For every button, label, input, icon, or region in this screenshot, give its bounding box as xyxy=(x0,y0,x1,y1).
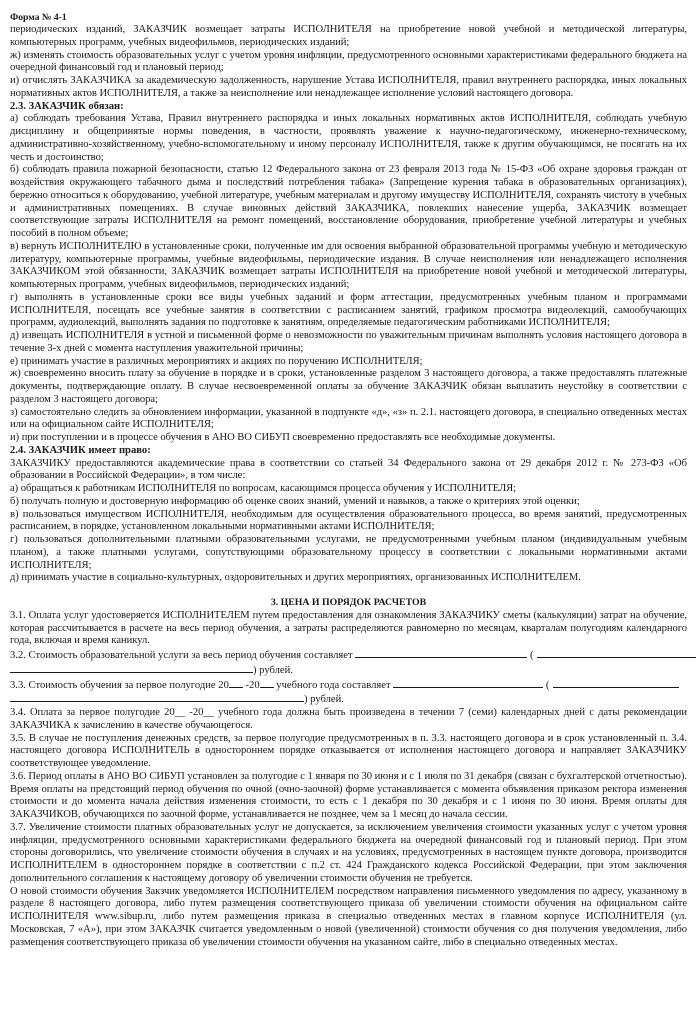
year-start-blank-field[interactable] xyxy=(229,678,243,688)
amount-blank-field[interactable] xyxy=(355,648,527,658)
section-2-3-item-g: г) выполнять в установленные сроки все виды учебных заданий и форм аттестации, предусмотренных учебным планом и программами ИСПОЛНИТЕЛЯ, посещать все учебные занятия в соответствии с расписанием занятий, графиком просмотра видеолекций, самообучающих программ, аудиолекций, выполнять задания по подготовке к занятиям, определяемые педагогическим работниками ИСПОЛНИТЕЛЯ; xyxy=(10,291,687,329)
section-2-3-item-a: а) соблюдать требования Устава, Правил внутреннего распорядка и иных локальных нормативных актов ИСПОЛНИТЕЛЯ, соблюдать учебную дисциплину и общепринятые нормы поведения, в частности, проявлять уважение к научно-педагогическому, инженерно-техническому, административно-хозяйственному, учебно-вспомогательному и иному персоналу ИСПОЛНИТЕЛЯ, также к другим обучающимся, не посягать на их честь и достоинство; xyxy=(10,113,687,163)
paragraph-item-i: и) отчислять ЗАКАЗЧИКА за академическую задолженность, нарушение Устава ИСПОЛНИТЕЛЯ, правил внутреннего распорядка, иных локальных нормативных актов ИСПОЛНИТЕЛЯ, а также за неисполнение или ненадлежащее исполнение условий настоящего договора. xyxy=(10,75,687,99)
section-2-3-item-d: д) извещать ИСПОЛНИТЕЛЯ в устной и письменной форме о невозможности по уважительным причинам выполнять условия настоящего договора в течение 3-х дней с момента наступления уважительной причины; xyxy=(10,330,687,354)
open-paren: ( xyxy=(545,679,550,691)
clause-3-1: 3.1. Оплата услуг удостоверяется ИСПОЛНИТЕЛЕМ путем предоставления для ознакомления ЗАКАЗЧИКУ сметы (калькуляции) затрат на обучение, которая рассчитывается в расчете на весь период обучения, а затраты распределяются равномерно по месяцам, кварталам полугодиям календарного года, включая и время каникул. xyxy=(10,609,687,647)
rubles-suffix: ) рублей. xyxy=(304,694,344,706)
year-end-blank-field[interactable] xyxy=(260,678,274,688)
section-2-3-item-z: з) самостоятельно следить за обновлением информации, указанной в подпункте «д», «з» п. 2.1. настоящего договора, в специально отведенных местах или на официальном сайте ИСПОЛНИТЕЛЯ; xyxy=(10,406,687,431)
rubles-suffix: ) рублей. xyxy=(253,664,293,676)
section-2-3-item-i: и) при поступлении и в процессе обучения в АНО ВО СИБУП своевременно предоставлять все необходимые документы. xyxy=(10,432,556,443)
clause-3-7-notice: О новой стоимости обучения Закзчик уведомляется ИСПОЛНИТЕЛЕМ посредством направления письменного уведомления по адресу, указанному в разделе 8 настоящего договора, либо путем размещения соответствующего приказа об увеличении стоимости обучения на официальном сайте ИСПОЛНИТЕЛЯ www.sibup.ru, либо путем размещения приказа в специалью отведенных местах в главном корпусе ИСПОЛНИТЕЛЯ (ул. Московская, 7 «А»), при этом ЗАКАЗЧК считается уведомленным о новой (увеличенной) стоимости обучения со дня получения уведомления, либо размещения соответствующего приказа об увеличении стоимости обучения на указанном сайте, либо в специально отведенных местах. xyxy=(10,885,687,948)
clause-3-6: 3.6. Период оплаты в АНО ВО СИБУП установлен за полугодие с 1 января по 30 июня и с 1 июля по 31 декабря (связан с бухгалтерской отчетностью). Время оплаты на предстоящий период обучения по очной (очно-заочной) форме устанавливается с момента объявления приказом ректора изменения стоимости и до момента начала действия изменения стоимости, то есть с 1 декабря по 30 декабря и с 1 июня по 30 июня. Время оплаты для ЗАКАЗЧИКОВ, обучающихся по заочной форме, устанавливается не позднее, чем за 1 месяц до начала сессии. xyxy=(10,770,687,820)
section-3 xyxy=(10,597,687,949)
open-paren: ( xyxy=(529,650,534,661)
section-2-4-intro: ЗАКАЗЧИКУ предоставляются академические права в соответствии со статьей 34 Федерального закона от 29 декабря 2012 г. № 273-ФЗ «Об образовании в Российской Федерации», в том числе: xyxy=(10,457,687,482)
clause-3-5: 3.5. В случае не поступления денежных средств, за первое полугодие предусмотренных в п. 3.3. настоящего договора и в срок установленный п. 3.4. настоящего договора ИСПОЛНИТЕЛЬ в одностороннем порядке отказывается от исполнения настоящего договора и направляет ЗАКАЗЧИКУ соответствующее уведомление. xyxy=(10,732,687,769)
year-separator: -20 xyxy=(242,679,260,691)
form-number-label: Форма № 4-1 xyxy=(10,12,67,23)
amount-words-blank-field-cont[interactable] xyxy=(10,663,253,673)
section-2-4-heading: 2.4. ЗАКАЗЧИК имеет право: xyxy=(10,444,151,456)
clause-3-4: 3.4. Оплата за первое полугодие 20__ -20__ учебного года должна быть произведена в течении 7 (семи) календарных дней с даты рекомендации ЗАКАЗЧИКА к зачислению в качестве обучающегося. xyxy=(10,707,687,731)
section-2-3-item-zh: ж) своевременно вносить плату за обучение в порядке и в сроки, установленные разделом 3 настоящего договора, а также предоставлять платежные документы, подтверждающие оплату. В случае несвоевременной оплаты за обучение ЗАКАЗЧИК обязан выплатить неустойку в соответствии с разделом 3 настоящего договора; xyxy=(10,368,687,405)
section-2-4-item-g: г) пользоваться дополнительными платными образовательными услугами, не предусмотренными учебным планом (индивидуальным учебным планом), а также платными услугами, сопутствующими образовательному процессу в соответствии с локальными нормативными актами ИСПОЛНИТЕЛЯ; xyxy=(10,534,687,571)
clause-3-3-text-mid: учебного года составляет xyxy=(273,679,391,691)
amount-words-blank-field[interactable] xyxy=(537,648,696,658)
semester-amount-blank-field[interactable] xyxy=(393,678,543,688)
section-2-3-item-v: в) вернуть ИСПОЛНИТЕЛЮ в установленные сроки, полученные им для освоения выбранной образовательной программы учебную и методическую литературу, компьютерные программы, учебные видеофильмы, периодические издания. В случае неисполнения или ненадлежащего исполнения ЗАКАЗЧИКОМ этой обязанности, ЗАКАЗЧИК возмещает затраты ИСПОЛНИТЕЛЯ на приобретение новой учебной и методической литературы, компьютерных программ, учебных видеофильмов, периодических изданий; xyxy=(10,240,687,290)
semester-amount-words-blank-field[interactable] xyxy=(553,678,679,688)
section-2-3-item-e: е) принимать участие в различных мероприятиях и акциях по поручению ИСПОЛНИТЕЛЯ; xyxy=(10,355,423,367)
section-3-title: 3. ЦЕНА И ПОРЯДОК РАСЧЕТОВ xyxy=(270,597,427,608)
section-2-3 xyxy=(10,101,687,445)
section-2-3-item-b: б) соблюдать правила пожарной безопасности, статью 12 Федерального закона от 23 февраля 2013 года № 15-ФЗ «Об охране здоровья граждан от воздействия окружающего табачного дыма и последствий потребления табака» (Запрещение курения табака в образовательных организациях), бережно относиться к оборудованию, учебной литературе, учебным материалам и другому имуществу ИСПОЛНИТЕЛЯ, сохранять чистоту в учебных и административных помещениях. В случае виновных действий ЗАКАЗЧИКА, повлекших нанесение ущерба, ЗАКАЗЧИК возмещает соответствующие затраты ИСПОЛНИТЕЛЯ на ремонт помещений, восстановление оборудования, приобретение учебной литературы и учебных пособий в полном объеме; xyxy=(10,164,687,239)
clause-3-2 xyxy=(10,648,687,678)
section-2-4-item-d: д) принимать участие в социально-культурных, оздоровительных и других мероприятиях, организованных ИСПОЛНИТЕЛЕМ. xyxy=(10,572,581,584)
semester-amount-words-blank-field-cont[interactable] xyxy=(10,692,304,702)
section-2-4-item-b: б) получать полную и достоверную информацию об оценке своих знаний, умений и навыков, а также о критериях этой оценки; xyxy=(10,495,580,507)
section-2-4-item-v: в) пользоваться имуществом ИСПОЛНИТЕЛЯ, необходимым для осуществления образовательного процесса, во время занятий, предусмотренных расписанием, в порядке, установленном локальными нормативными актами ИСПОЛНИТЕЛЯ; xyxy=(10,508,687,533)
section-2-3-heading: 2.3. ЗАКАЗЧИК обязан: xyxy=(10,100,124,112)
clause-3-3-text: 3.3. Стоимость обучения за первое полугодие 20 xyxy=(10,679,229,691)
paragraph-item-zh: ж) изменять стоимость образовательных услуг с учетом уровня инфляции, предусмотренного основными характеристиками федерального бюджета на очередной финансовый год и плановый период; xyxy=(10,49,687,74)
section-2-4-item-a: а) обращаться к работникам ИСПОЛНИТЕЛЯ по вопросам, касающимся процесса обучения у ИСПОЛНИТЕЛЯ; xyxy=(10,483,517,494)
clause-3-2-text: 3.2. Стоимость образовательной услуги за весь период обучения составляет xyxy=(10,650,353,661)
clause-3-7: 3.7. Увеличение стоимости платных образовательных услуг не допускается, за исключением увеличения стоимости указанных услуг с учетом уровня инфляции, предусмотренного основными характеристиками федерального бюджета на очередной финансовый год и плановый период. При этом стороны договорились, что увеличение стоимости обучения в случаях и на условиях, предусмотренных в настоящем пункте договора, производится ИСПОЛНИТЕЛЕМ в одностороннем порядке в соответствии с п.2 ст. 424 Гражданского кодекса Российской Федерации, при этом заключения дополнительного соглашения к настоящему договору об увеличении стоимости обучения не требуется. xyxy=(10,821,687,884)
paragraph-continuation: периодических изданий, ЗАКАЗЧИК возмещает затраты ИСПОЛНИТЕЛЯ на приобретение новой учебной и методической литературы, компьютерных программ, учебных видеофильмов, периодических изданий; xyxy=(10,24,687,48)
clause-3-3 xyxy=(10,678,687,708)
section-2-4 xyxy=(10,445,687,585)
